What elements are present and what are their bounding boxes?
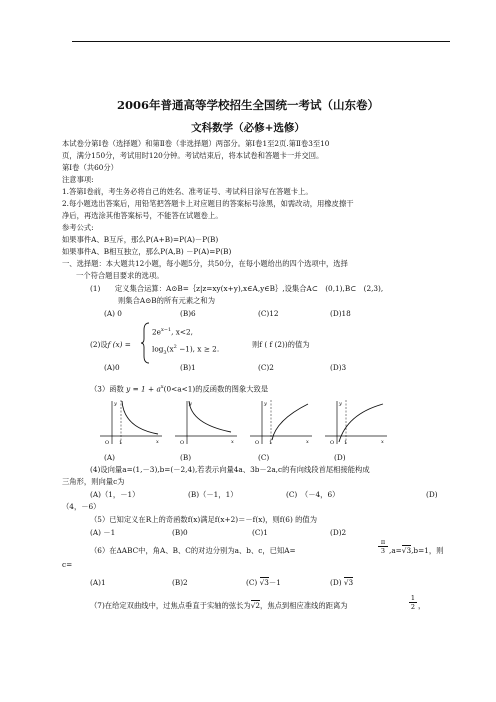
graph-a-x-label: x: [156, 439, 159, 445]
q3-sup: x: [160, 384, 164, 390]
q3-stem: [90, 381, 268, 395]
graph-a-one: 1: [119, 440, 123, 446]
q4-option-a: (A)（1，－1）: [90, 490, 140, 499]
q7-tail: ，: [418, 601, 426, 610]
q4-option-b: (B)（－1，1）: [188, 490, 238, 499]
q1-stem-b: 则集合A⊙B的所有元素之和为: [118, 296, 216, 305]
intro-line-1: 本试卷分第Ⅰ卷（选择题）和第Ⅱ卷（非选择题）两部分。第Ⅰ卷1至2页.第Ⅱ卷3至10: [62, 139, 330, 148]
q2-option-b: (B)1: [180, 363, 196, 372]
q4-option-c: (C) （－4，6）: [286, 490, 340, 499]
graph-d-origin: O: [330, 440, 335, 446]
q7-stem: [90, 600, 348, 612]
graph-d-x-label: x: [381, 439, 384, 445]
q2-case2-log: log: [152, 344, 164, 354]
note-2a: 2.每小题选出答案后，用铅笔把答题卡上对应题目的答案标号涂黑，如需改动，用橡皮擦干: [62, 199, 354, 208]
graph-c-one: 1: [269, 440, 273, 446]
q6-frac-den: 3: [380, 547, 386, 555]
q7-frac-num: 1: [410, 594, 416, 602]
graph-b-curve: [189, 401, 231, 432]
q2-prefix-text: (2)设: [90, 340, 108, 349]
q3-option-b: (B): [180, 453, 192, 462]
q4-option-d: (D): [426, 490, 438, 499]
q6-sqrt-a: √3: [401, 546, 412, 555]
graph-c-x-label: x: [306, 439, 309, 445]
q2-tail: 则f ( f (2))的值为: [252, 340, 310, 349]
q6-option-c-val: 3: [264, 578, 269, 587]
q2-left-brace: [141, 322, 151, 364]
q6-frac-num: π: [378, 538, 388, 547]
q3-stem-post: 的反函数的图象大致是: [195, 384, 269, 394]
q2-case2-rest: −1), x ≥ 2.: [176, 344, 220, 354]
formula-2: 如果事件A、B相互独立，那么P(A,B) －P(A)=P(B): [62, 247, 232, 256]
q6-tail: c=: [62, 560, 73, 569]
q2-case-1: [152, 324, 193, 338]
q2-case1-exp: x−1: [160, 327, 172, 333]
q3-cond: (0<a<1): [163, 384, 196, 394]
q6-option-c: [246, 577, 281, 589]
q7-sqrt: √2: [250, 601, 261, 610]
graph-a-origin: O: [105, 440, 110, 446]
graph-c-origin: O: [255, 440, 260, 446]
formula-heading: 参考公式:: [62, 223, 94, 232]
q1-option-c: (C)12: [258, 309, 279, 318]
graph-a-curve: [122, 401, 158, 434]
exam-subtitle: 文科数学（必修+选修）: [191, 122, 305, 134]
graph-b-origin: O: [180, 440, 185, 446]
graph-b-x-label: x: [231, 439, 234, 445]
q6-stem-a: （6）在ΔABC中，角A、B、C的对边分别为a、b、c，已知A=: [90, 546, 296, 555]
q2-case2-arg: (x: [166, 344, 174, 354]
q2-case2-sub: 3: [163, 349, 167, 356]
q6-option-d: [330, 577, 353, 589]
q6-option-d-val: 3: [348, 578, 354, 587]
graph-d-y-label: y: [339, 401, 342, 407]
q6-stem-b: [389, 545, 443, 557]
q1-option-d: (D)18: [330, 309, 351, 318]
q7-stem-b: ，焦点到相应准线的距离为: [260, 601, 348, 610]
graph-d-one: 1: [344, 440, 348, 446]
q4-option-d-value: （4，－6）: [62, 502, 101, 511]
q5-option-a: (A) －1: [90, 528, 116, 537]
q6-fraction: [378, 538, 388, 555]
q3-graph-c: [246, 398, 314, 446]
exam-title: 2006年普通高等学校招生全国统一考试（山东卷）: [116, 98, 379, 112]
q6-option-c-rest: －1: [268, 578, 281, 587]
q7-fraction: [409, 594, 417, 611]
formula-1: 如果事件A、B互斥，那么P(A+B)=P(A)－P(B): [62, 235, 219, 244]
q3-graph-a: [96, 398, 164, 446]
section-heading-a: 一、选择题：本大题共12小题，每小题5分，共50分，在每小题给出的四个选项中，选择: [62, 259, 348, 268]
q5-option-c: (C)1: [252, 528, 268, 537]
q6-option-c-label: (C): [246, 578, 258, 587]
q5-option-b: (B)0: [172, 528, 188, 537]
q6-option-c-sqrt: √3: [259, 578, 269, 587]
q3-option-d: (D): [334, 453, 346, 462]
q1-option-b: (B)6: [180, 309, 196, 318]
section-heading-b: 一个符合题目要求的选项。: [76, 271, 164, 280]
header-rule: [72, 41, 450, 42]
q2-option-a: (A)0: [104, 363, 120, 372]
graph-b-y-label: y: [189, 401, 192, 407]
q2-prefix: [90, 339, 131, 351]
q2-option-c: (C)2: [258, 363, 274, 372]
q6-option-a: (A)1: [90, 578, 106, 587]
q3-option-c: (C): [258, 453, 270, 462]
q1-stem-a: (1) 定义集合运算：A⊙B=｛z|z=xy(x+y),x∈A,y∈B｝,设集合A⊂ (0,1),B⊂ (2,3),: [90, 284, 384, 293]
q1-option-a: (A) 0: [104, 309, 122, 318]
note-1: 1.答第Ⅰ卷前，考生务必将自己的姓名、准考证号、考试科目涂写在答题卡上。: [62, 187, 313, 196]
q4-stem-a: (4)设向量a=(1,－3),b=(－2,4),若表示向量4a、3b－2a,c的有向线段首尾相接能构成: [90, 465, 370, 474]
q2-case1-base: 2e: [152, 327, 161, 337]
q2-case2-sup: 2: [173, 344, 177, 350]
q6-option-b: (B)2: [172, 578, 188, 587]
note-2b: 净后，再选涂其他答案标号，不能答在试题卷上。: [62, 211, 223, 220]
q5-option-d: (D)2: [330, 528, 347, 537]
q3-option-a: (A): [104, 453, 115, 462]
q6-option-d-sqrt: √3: [343, 578, 354, 587]
q5-stem: （5）已知定义在R上的奇函数f(x)满足f(x+2)＝－f(x)，则f(6) 的值为: [90, 515, 318, 524]
graph-c-y-label: y: [264, 401, 267, 407]
part1-heading: 第Ⅰ卷（共60分）: [62, 163, 118, 172]
q2-option-d: (D)3: [330, 363, 347, 372]
q7-stem-a: （7)在给定双曲线中，过焦点垂直于实轴的弦长为: [90, 601, 251, 610]
q2-case1-cond: , x<2,: [171, 327, 194, 337]
q3-graph-b: [171, 398, 239, 446]
graph-a-y-label: y: [114, 401, 117, 407]
q6-stem-b-text: ,a=: [389, 546, 402, 555]
q6-stem-c: ,b=1，则: [411, 546, 444, 555]
notes-heading: 注意事项:: [62, 175, 94, 184]
q3-expr: y = 1 + a: [126, 384, 161, 394]
graph-c-curve: [272, 404, 308, 440]
q7-frac-den: 2: [410, 603, 416, 611]
q6-sqrt-a-val: 3: [406, 546, 412, 555]
q7-sqrt-val: 2: [255, 601, 261, 610]
q3-graph-d: [321, 398, 389, 446]
q2-fx: f (x) =: [107, 340, 131, 349]
q4-stem-b: 三角形，则向量c为: [62, 477, 125, 486]
intro-line-2: 页，满分150分，考试用时120分钟。考试结束后，将本试卷和答题卡一并交回。: [62, 151, 324, 160]
q3-stem-pre: （3）函数: [90, 384, 124, 394]
q6-option-d-label: (D): [330, 578, 342, 587]
q2-case-2: [152, 341, 219, 359]
